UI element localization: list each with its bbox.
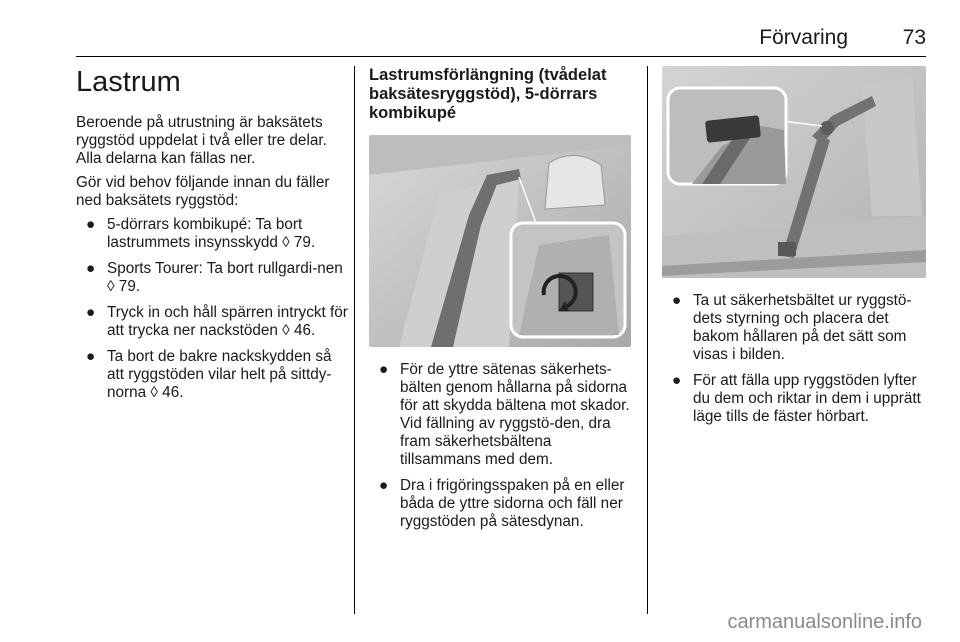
page-header <box>76 26 926 54</box>
intro-paragraph-2: Gör vid behov följande innan du fäller ned baksätets ryggstöd: <box>76 174 330 209</box>
column-divider-left <box>354 66 355 614</box>
header-rule <box>76 56 926 57</box>
seatbelt-holder-illustration <box>369 135 631 347</box>
page-heading: Lastrum <box>76 66 181 98</box>
list-item <box>76 216 348 252</box>
right-bullet-list <box>662 292 926 426</box>
list-item <box>76 260 348 296</box>
list-item-text: Dra i frigöringsspaken på en eller båda de yttre sidorna och fäll ner ryggstöden på sätesdynan. <box>400 477 625 530</box>
bullet-icon: ● <box>86 260 96 277</box>
bullet-icon: ● <box>379 361 389 378</box>
left-column <box>76 66 348 410</box>
list-item-text: Tryck in och håll spärren intryckt för att trycka ner nackstöden ◊ 46. <box>107 304 348 339</box>
list-item-text: Sports Tourer: Ta bort rullgardi-nen ◊ 79. <box>107 260 343 295</box>
list-item-text: Ta bort de bakre nackskydden så att ryggstöden vilar helt på sittdy-norna ◊ 46. <box>107 348 332 401</box>
list-item <box>76 348 348 402</box>
page-number: 73 <box>902 26 926 49</box>
list-item <box>662 292 926 364</box>
list-item <box>76 304 348 340</box>
list-item-text: För att fälla upp ryggstöden lyfter du dem och riktar in dem i upprätt läge tills de fäster hörbart. <box>693 372 921 425</box>
list-item <box>369 477 634 531</box>
list-item-text: 5-dörrars kombikupé: Ta bort lastrummets insynsskydd ◊ 79. <box>107 216 316 251</box>
bullet-icon: ● <box>672 372 682 389</box>
list-item-text: Ta ut säkerhetsbältet ur ryggstö-dets styrning och placera det bakom hållaren på det sätt som visas i bilden. <box>693 292 912 363</box>
bullet-icon: ● <box>86 304 96 321</box>
bullet-icon: ● <box>86 348 96 365</box>
bullet-icon: ● <box>672 292 682 309</box>
list-item-text: För de yttre sätenas säkerhets-bälten genom hållarna på sidorna för att skydda bältena mot skador. Vid fällning av ryggstö-den, dra fram säkerhetsbältena tillsammans med dem. <box>400 361 630 468</box>
subsection-heading: Lastrumsförlängning (tvådelat baksätesryggstöd), 5-dörrars kombikupé <box>369 66 607 122</box>
left-bullet-list <box>76 216 348 402</box>
section-title: Förvaring <box>759 26 848 49</box>
column-divider-right <box>647 66 648 614</box>
middle-column <box>369 66 634 539</box>
list-item <box>369 361 634 469</box>
middle-bullet-list <box>369 361 634 531</box>
intro-paragraph: Beroende på utrustning är baksätets ryggstöd uppdelat i två eller tre delar. Alla delarna kan fällas ner. <box>76 114 327 167</box>
list-item <box>662 372 926 426</box>
right-column <box>662 66 926 434</box>
bullet-icon: ● <box>379 477 389 494</box>
watermark: carmanualsonline.info <box>727 611 922 633</box>
seatbelt-guide-illustration <box>662 66 926 278</box>
bullet-icon: ● <box>86 216 96 233</box>
